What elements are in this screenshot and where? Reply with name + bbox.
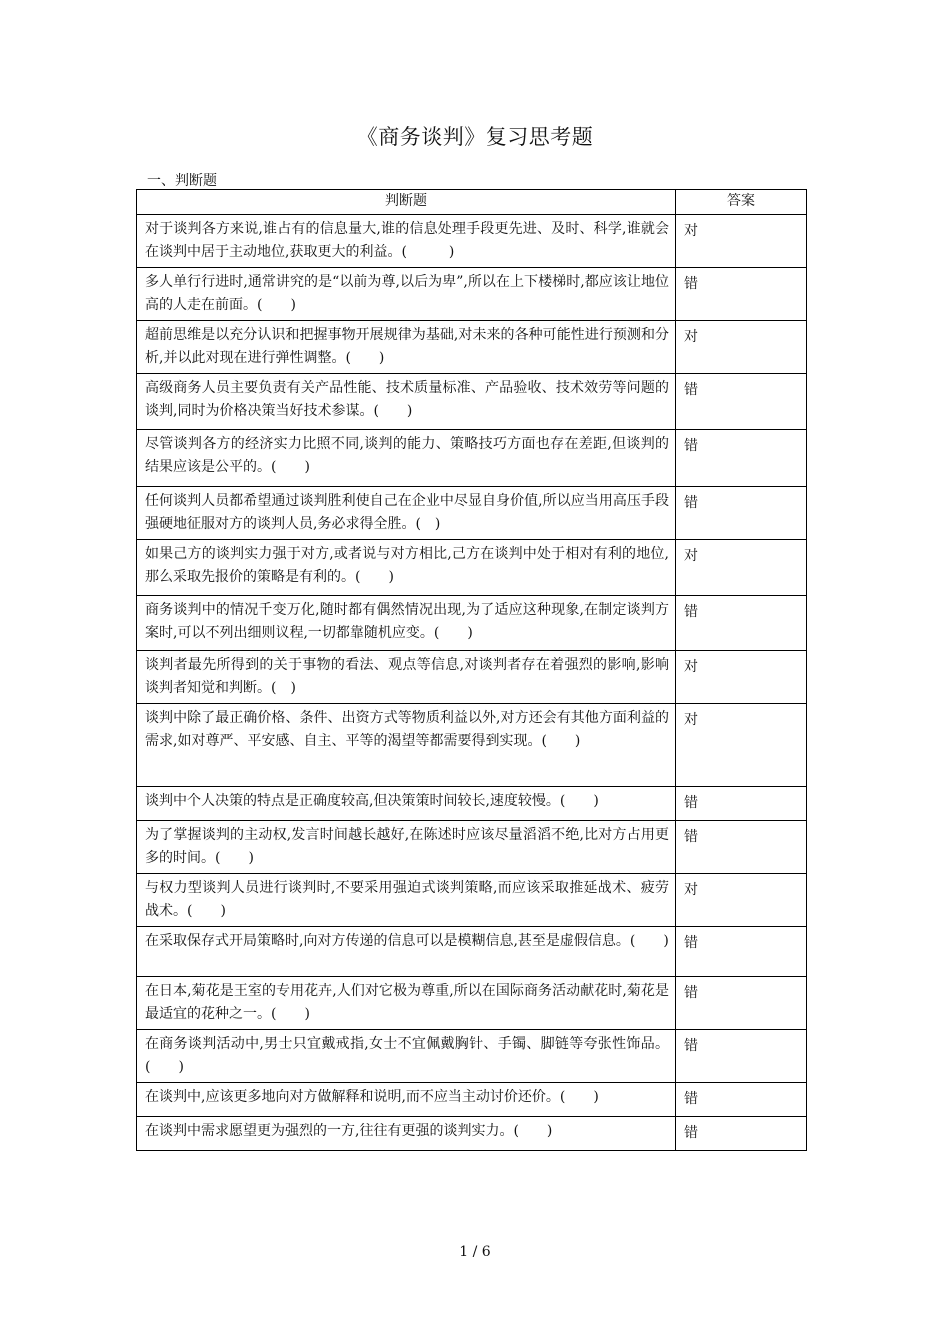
question-cell: 在日本,菊花是王室的专用花卉,人们对它极为尊重,所以在国际商务活动献花时,菊花是最适宜的花种之一。( ) — [137, 977, 676, 1030]
table-row — [137, 927, 807, 977]
question-cell: 在谈判中,应该更多地向对方做解释和说明,而不应当主动讨价还价。( ) — [137, 1083, 676, 1117]
question-cell: 谈判中除了最正确价格、条件、出资方式等物质利益以外,对方还会有其他方面利益的需求,如对尊严、平安感、自主、平等的渴望等都需要得到实现。( ) — [137, 704, 676, 787]
table-row — [137, 540, 807, 596]
answer-column-header: 答案 — [676, 190, 807, 215]
answer-cell: 错 — [676, 268, 807, 321]
answer-cell: 对 — [676, 874, 807, 927]
answer-cell: 错 — [676, 927, 807, 977]
table-row — [137, 874, 807, 927]
answer-cell: 错 — [676, 821, 807, 874]
question-cell: 对于谈判各方来说,谁占有的信息量大,谁的信息处理手段更先进、及时、科学,谁就会在谈判中居于主动地位,获取更大的利益。( ) — [137, 215, 676, 268]
question-column-header: 判断题 — [137, 190, 676, 215]
answer-cell: 错 — [676, 487, 807, 540]
answer-cell: 对 — [676, 704, 807, 787]
answer-cell: 对 — [676, 651, 807, 704]
question-cell: 为了掌握谈判的主动权,发言时间越长越好,在陈述时应该尽量滔滔不绝,比对方占用更多的时间。( ) — [137, 821, 676, 874]
question-cell: 在商务谈判活动中,男士只宜戴戒指,女士不宜佩戴胸针、手镯、脚链等夸张性饰品。( ) — [137, 1030, 676, 1083]
table-row — [137, 1083, 807, 1117]
answer-cell: 错 — [676, 977, 807, 1030]
answer-cell: 错 — [676, 374, 807, 430]
table-row — [137, 215, 807, 268]
question-cell: 多人单行行进时,通常讲究的是“以前为尊,以后为卑”,所以在上下楼梯时,都应该让地位高的人走在前面。( ) — [137, 268, 676, 321]
table-header-row — [137, 190, 807, 215]
document-title: 《商务谈判》复习思考题 — [356, 125, 594, 149]
answer-cell: 错 — [676, 787, 807, 821]
question-cell: 商务谈判中的情况千变万化,随时都有偶然情况出现,为了适应这种现象,在制定谈判方案时,可以不列出细则议程,一切都靠随机应变。( ) — [137, 596, 676, 651]
section-heading: 一、判断题 — [147, 173, 217, 189]
table-row — [137, 704, 807, 787]
answer-cell: 对 — [676, 321, 807, 374]
answer-cell: 对 — [676, 215, 807, 268]
page-number: 1 / 6 — [459, 1244, 491, 1260]
table-row — [137, 268, 807, 321]
question-cell: 超前思维是以充分认识和把握事物开展规律为基础,对未来的各种可能性进行预测和分析,并以此对现在进行弹性调整。( ) — [137, 321, 676, 374]
question-cell: 在采取保存式开局策略时,向对方传递的信息可以是模糊信息,甚至是虚假信息。( ) — [137, 927, 676, 977]
answer-cell: 错 — [676, 430, 807, 487]
question-cell: 如果己方的谈判实力强于对方,或者说与对方相比,己方在谈判中处于相对有利的地位,那么采取先报价的策略是有利的。( ) — [137, 540, 676, 596]
question-cell: 谈判中个人决策的特点是正确度较高,但决策策时间较长,速度较慢。( ) — [137, 787, 676, 821]
table-row — [137, 374, 807, 430]
answer-cell: 错 — [676, 1083, 807, 1117]
table-row — [137, 596, 807, 651]
table-row — [137, 651, 807, 704]
table-row — [137, 977, 807, 1030]
judgment-table — [136, 189, 807, 1151]
table-row — [137, 430, 807, 487]
answer-cell: 错 — [676, 596, 807, 651]
table-row — [137, 1117, 807, 1151]
question-cell: 在谈判中需求愿望更为强烈的一方,往往有更强的谈判实力。( ) — [137, 1117, 676, 1151]
table-row — [137, 1030, 807, 1083]
answer-cell: 对 — [676, 540, 807, 596]
question-cell: 任何谈判人员都希望通过谈判胜利使自己在企业中尽显自身价值,所以应当用高压手段强硬地征服对方的谈判人员,务必求得全胜。( ) — [137, 487, 676, 540]
table-row — [137, 487, 807, 540]
question-cell: 与权力型谈判人员进行谈判时,不要采用强迫式谈判策略,而应该采取推延战术、疲劳战术。( ) — [137, 874, 676, 927]
question-cell: 高级商务人员主要负责有关产品性能、技术质量标准、产品验收、技术效劳等问题的谈判,同时为价格决策当好技术参谋。( ) — [137, 374, 676, 430]
table-row — [137, 321, 807, 374]
table-row — [137, 787, 807, 821]
table-row — [137, 821, 807, 874]
question-cell: 谈判者最先所得到的关于事物的看法、观点等信息,对谈判者存在着强烈的影响,影响谈判者知觉和判断。( ) — [137, 651, 676, 704]
question-cell: 尽管谈判各方的经济实力比照不同,谈判的能力、策略技巧方面也存在差距,但谈判的结果应该是公平的。( ) — [137, 430, 676, 487]
answer-cell: 错 — [676, 1030, 807, 1083]
answer-cell: 错 — [676, 1117, 807, 1151]
